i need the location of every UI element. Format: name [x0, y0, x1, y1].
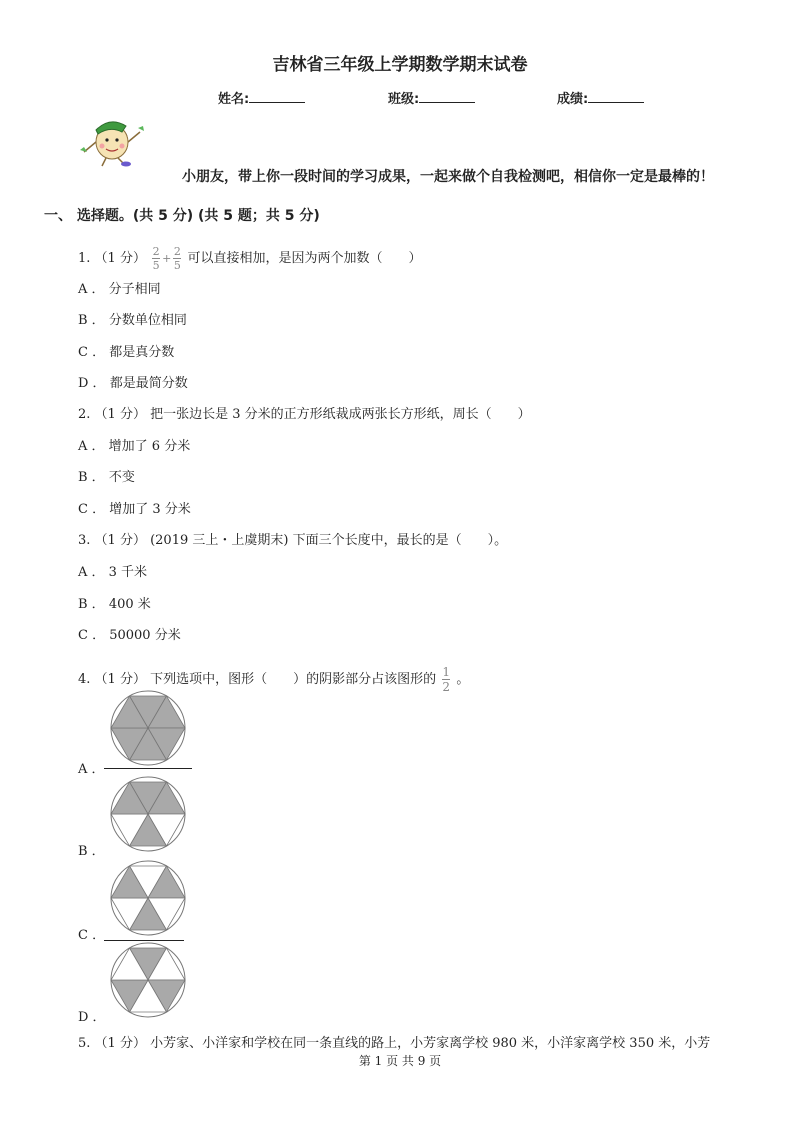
- class-field: [388, 88, 475, 107]
- mascot-icon: [76, 112, 148, 168]
- page-title: 吉林省三年级上学期数学期末试卷: [272, 55, 528, 75]
- question-1: [78, 246, 421, 271]
- option-1b[interactable]: B ． 分数单位相同: [78, 313, 187, 328]
- option-1a[interactable]: A ． 分子相同: [78, 282, 161, 297]
- section-title: 一、 选择题。(共 5 分) (共 5 题；共 5 分): [44, 208, 320, 224]
- option-2b[interactable]: B ． 不变: [78, 470, 135, 485]
- option-1d[interactable]: D ． 都是最简分数: [78, 376, 188, 391]
- question-5: [78, 1032, 710, 1051]
- option-4a-figure[interactable]: [106, 690, 190, 770]
- option-4c-underline: [104, 940, 184, 941]
- option-4b-figure[interactable]: [106, 776, 190, 856]
- class-blank[interactable]: [419, 90, 475, 103]
- question-text: 可以直接相加，是因为两个加数（ ）: [187, 251, 422, 266]
- name-blank[interactable]: [249, 90, 305, 103]
- question-text: 下列选项中，图形（ ）的阴影部分占该图形的: [150, 672, 437, 687]
- question-text: (2019 三上・上虞期末) 下面三个长度中，最长的是（ ）。: [150, 533, 508, 548]
- question-score: （1 分）: [94, 672, 146, 687]
- question-4: [78, 666, 469, 693]
- option-4d-figure[interactable]: [106, 942, 190, 1022]
- option-3b[interactable]: B ． 400 米: [78, 597, 151, 612]
- question-score: （1 分）: [94, 407, 146, 422]
- fraction: $\frac{2}{5}$: [152, 245, 160, 272]
- score-label: 成绩:: [557, 92, 589, 107]
- class-label: 班级:: [388, 92, 420, 107]
- option-3c[interactable]: C ． 50000 分米: [78, 628, 181, 643]
- fraction: $\frac{2}{5}$: [173, 245, 181, 272]
- score-field: [557, 88, 644, 107]
- plus-sign: +: [162, 252, 172, 265]
- question-text: 把一张边长是 3 分米的正方形纸裁成两张长方形纸，周长（ ）: [150, 407, 531, 422]
- option-4c[interactable]: C ．: [78, 928, 106, 943]
- question-number: 3.: [78, 533, 91, 548]
- option-4a-underline: [104, 768, 192, 769]
- question-number: 4.: [78, 672, 91, 687]
- option-4b[interactable]: B ．: [78, 844, 105, 859]
- question-text: 小芳家、小洋家和学校在同一条直线的路上，小芳家离学校 980 米，小洋家离学校 350 米，小芳: [150, 1036, 711, 1051]
- score-blank[interactable]: [588, 90, 644, 103]
- question-2: [78, 403, 531, 422]
- question-score: （1 分）: [94, 533, 146, 548]
- option-2c[interactable]: C ． 增加了 3 分米: [78, 502, 191, 517]
- encouragement-text: 小朋友，带上你一段时间的学习成果，一起来做个自我检测吧，相信你一定是最棒的！: [182, 169, 714, 185]
- question-number: 5.: [78, 1036, 91, 1051]
- name-label: 姓名:: [218, 92, 250, 107]
- question-score: （1 分）: [94, 251, 146, 266]
- option-3a[interactable]: A ． 3 千米: [78, 565, 148, 580]
- option-2a[interactable]: A ． 增加了 6 分米: [78, 439, 191, 454]
- option-4c-figure[interactable]: [106, 860, 190, 940]
- question-end: 。: [456, 672, 470, 687]
- option-4d[interactable]: D ．: [78, 1010, 106, 1025]
- option-1c[interactable]: C ． 都是真分数: [78, 345, 175, 360]
- page-footer: 第 1 页 共 9 页: [358, 1054, 442, 1068]
- option-4a[interactable]: A ．: [78, 762, 105, 777]
- question-3: [78, 529, 507, 548]
- fraction: $\frac{1}{2}$: [442, 665, 451, 694]
- question-score: （1 分）: [94, 1036, 146, 1051]
- name-field: [218, 88, 305, 107]
- question-number: 1.: [78, 251, 91, 266]
- question-number: 2.: [78, 407, 91, 422]
